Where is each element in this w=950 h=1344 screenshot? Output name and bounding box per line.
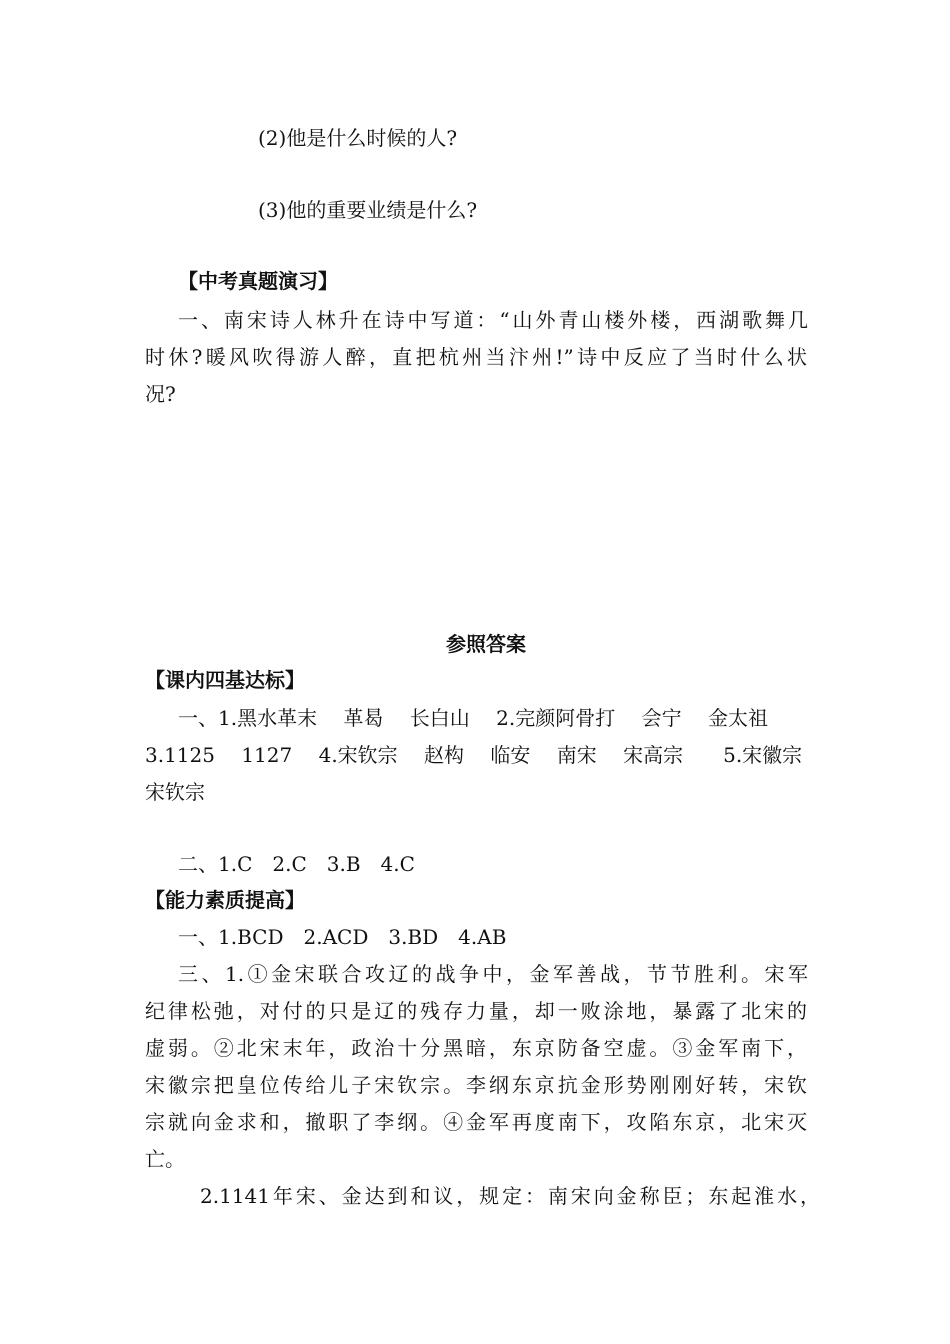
section2-part3-line-6: 亡。 (145, 1147, 185, 1171)
section2-part1: 一、1.BCD 2.ACD 3.BD 4.AB (178, 925, 507, 949)
section2-heading: 【能力素质提高】 (145, 888, 305, 912)
section1-heading: 【课内四基达标】 (145, 668, 305, 692)
section2-part3-line-2: 纪律松弛，对付的只是辽的残存力量，却一败涂地，暴露了北宋的 (145, 999, 807, 1023)
exam-section-heading: 【中考真题演习】 (178, 269, 338, 293)
exam-question-line-1: 一、南宋诗人林升在诗中写道：“山外青山楼外楼，西湖歌舞几 (178, 308, 808, 332)
section2-part3-line-3: 虚弱。②北宋末年，政治十分黑暗，东京防备空虚。③金军南下， (145, 1036, 807, 1060)
section2-part3-line-1: 三、1.①金宋联合攻辽的战争中，金军善战，节节胜利。宋军 (178, 962, 808, 986)
section2-part3-line-5: 宗就向金求和，撤职了李纲。④金军再度南下，攻陷东京，北宋灭 (145, 1110, 807, 1134)
section1-part2: 二、1.C 2.C 3.B 4.C (178, 852, 415, 876)
exam-question-line-2: 时休?暖风吹得游人醉，直把杭州当汴州!”诗中反应了当时什么状 (145, 345, 807, 369)
question-3: (3)他的重要业绩是什么? (258, 198, 478, 222)
section1-line-3: 宋钦宗 (145, 780, 205, 804)
answers-title: 参照答案 (446, 632, 526, 656)
exam-question-line-3: 况? (145, 382, 176, 406)
question-2: (2)他是什么时候的人? (258, 126, 458, 150)
section1-line-1: 一、1.黑水革末 革曷 长白山 2.完颜阿骨打 会宁 金太祖 (178, 706, 768, 730)
section1-line-2: 3.1125 1127 4.宋钦宗 赵构 临安 南宋 宋高宗 5.宋徽宗 (145, 743, 803, 767)
section2-part3-item2: 2.1141年宋、金达到和议，规定：南宋向金称臣；东起淮水， (200, 1184, 820, 1208)
section2-part3-line-4: 宋徽宗把皇位传给儿子宋钦宗。李纲东京抗金形势刚刚好转，宋钦 (145, 1073, 807, 1097)
